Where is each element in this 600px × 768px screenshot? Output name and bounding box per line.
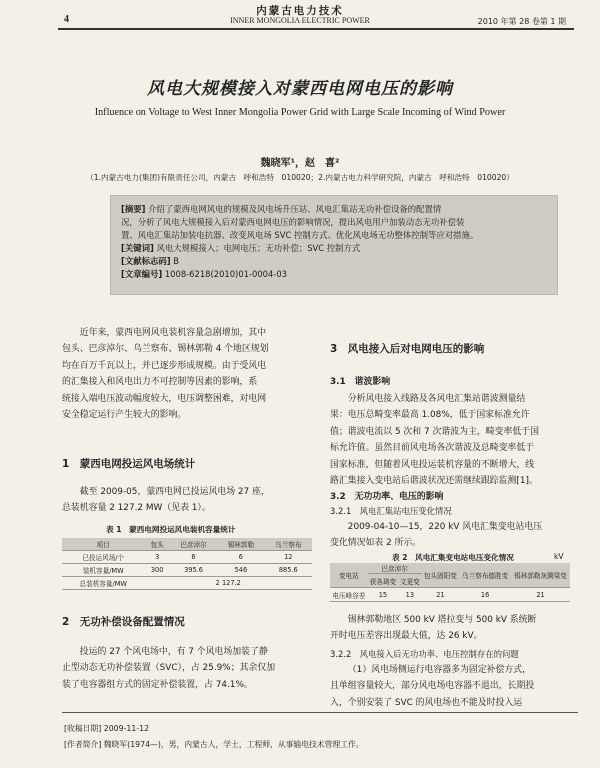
- table-cell: 21: [422, 588, 460, 602]
- table-cell: 装机容量/MW: [62, 564, 144, 577]
- section-3-1-body: [330, 391, 570, 489]
- table-cell: 21: [511, 588, 570, 602]
- table-row: [62, 551, 312, 564]
- section-1-body: [62, 484, 312, 517]
- page-number: 4: [64, 14, 69, 25]
- affiliations: （1.内蒙古电力(集团)有限责任公司，内蒙古 呼和浩特 010020；2.内蒙古电力科学研究院，内蒙古 呼和浩特 010020）: [86, 173, 514, 182]
- section-3-1-line: 标允许值。虽然目前风电场各次谐波及总畸变率低于: [330, 443, 535, 454]
- article-no-line: [121, 268, 547, 281]
- table-cell: 6: [217, 551, 264, 564]
- section-3-1-heading: 3.1 谐波影响: [330, 377, 391, 387]
- table-header-cell: 乌兰察布: [265, 538, 312, 551]
- doc-code-label: [文献标志码]: [121, 256, 171, 266]
- section-3-2-2-body: [330, 662, 570, 711]
- section-3-line: 锡林郭勒地区 500 kV 塔拉变与 500 kV 系统断: [347, 615, 537, 625]
- table-header-cell: 乌兰察布德胜变: [459, 563, 511, 588]
- intro-line: 的汇集接入和风电出力不可控制等因素的影响，系: [62, 377, 258, 388]
- table-header-cell: 获各琦变: [368, 574, 399, 588]
- journal-title-en: INNER MONGOLIA ELECTRIC POWER: [230, 16, 370, 25]
- table-header-cell: 锡林郭勒: [217, 538, 264, 551]
- received-date: [收稿日期] 2009-11-12: [64, 724, 150, 733]
- table-header-cell: 项目: [62, 538, 144, 551]
- table-cell: 总装机容量/MW: [62, 577, 144, 590]
- table-cell: 已投运风场/个: [62, 551, 144, 564]
- section-3-1-line: 值；谐波电流以 5 次和 7 次谐波为主，畸变率低于国: [330, 426, 539, 437]
- table-row: [330, 563, 570, 574]
- doc-code-line: [121, 255, 547, 268]
- section-3-2-1-line: 变化情况如表 2 所示。: [330, 538, 422, 549]
- table-cell: 3: [144, 551, 169, 564]
- section-3-2-2-heading: 3.2.2 风电接入后无功功率、电压控制存在的问题: [330, 649, 519, 659]
- abstract-box: [110, 195, 558, 295]
- section-3-2-1-line: 2009-04-10—15，220 kV 风电汇集变电站电压: [347, 522, 543, 532]
- paper-title-en: Influence on Voltage to West Inner Mongolia Power Grid with Large Scale Incoming of Wind Power: [94, 107, 506, 118]
- table-row: [62, 577, 312, 590]
- table-cell: 2 127.2: [144, 577, 312, 590]
- table-cell: 395.6: [170, 564, 217, 577]
- section-3-2-2-line: 入，个别安装了 SVC 的风电场也不能及时投入运: [330, 697, 523, 708]
- keywords-label: [关键词]: [121, 243, 154, 253]
- table-row: [62, 564, 312, 577]
- table-header-cell: 巴彦淖尔: [368, 563, 422, 574]
- table-1-caption: 表 1 蒙西电网投运风电装机容量统计: [106, 525, 236, 534]
- journal-title-cn: 内蒙古电力技术: [256, 5, 344, 17]
- footnote-rule: [62, 712, 578, 713]
- table-cell: 13: [398, 588, 421, 602]
- section-3-heading: 3 风电接入后对电网电压的影响: [330, 343, 485, 355]
- section-3-line: 开时电压差容出现最大值，达 26 kV。: [330, 631, 483, 642]
- table-row: [62, 538, 312, 551]
- intro-line: 包头、巴彦淖尔、乌兰察布、锡林郭勒 4 个地区规划: [62, 344, 269, 355]
- section-2-line: 装了电容器组方式的固定补偿装置，占 74.1%。: [62, 679, 253, 690]
- table-cell: 16: [459, 588, 511, 602]
- abstract-line-2: 况，分析了风电大规模接入后对蒙西电网电压的影响情况，提出风电用户加装动态无功补偿装: [121, 217, 465, 227]
- section-3-2-1-continued: [330, 612, 570, 645]
- section-1-line: 总装机容量 2 127.2 MW（见表 1）。: [62, 503, 211, 514]
- table-cell: 电压峰谷差: [330, 588, 368, 602]
- section-3-1-line: 分析风电接入线路及各风电汇集站谐波测量结: [347, 394, 526, 404]
- abstract-line-1: [摘要] 介绍了蒙西电网风电的规模及风电场升压站、风电汇集站无功补偿设备的配置情: [121, 204, 442, 214]
- table-cell: 6: [170, 551, 217, 564]
- keywords-line: [121, 242, 547, 255]
- section-3-1-line: 果：电压总畸变率最高 1.08%，低于国家标准允许: [330, 410, 530, 421]
- section-1-line: 截至 2009-05，蒙西电网已投运风电场 27 座，: [79, 487, 270, 497]
- section-3-1-line: 路汇集接入变电站后谐波状况还需继续跟踪监测[1]。: [330, 476, 538, 487]
- table-header-cell: 巴彦淖尔: [170, 538, 217, 551]
- abstract-label: [摘要]: [121, 204, 146, 214]
- article-no: 1008-6218(2010)01-0004-03: [164, 269, 287, 279]
- table-cell: 15: [368, 588, 399, 602]
- table-cell: 885.6: [265, 564, 312, 577]
- table-row: [330, 588, 570, 602]
- issue-info: 2010 年第 28 卷第 1 期: [477, 17, 566, 26]
- table-header-cell: 变电站: [330, 563, 368, 588]
- section-2-line: 投运的 27 个风电场中，有 7 个风电场加装了静: [79, 647, 268, 657]
- table-cell: 300: [144, 564, 169, 577]
- section-3-1-line: 国家标准，但随着风电投运装机容量的不断增大，线: [330, 459, 535, 470]
- table-cell: 546: [217, 564, 264, 577]
- article-no-label: [文章编号]: [121, 269, 163, 279]
- section-2-line: 止型动态无功补偿装置（SVC），占 25.9%；其余仅加: [62, 663, 276, 674]
- intro-line: 统接入端电压波动幅度较大，电压调整困难，对电网: [62, 393, 267, 404]
- table-2: [330, 563, 570, 602]
- section-2-body: [62, 644, 312, 693]
- left-column: [62, 325, 312, 423]
- doc-code: B: [173, 256, 179, 266]
- section-3-2-2-line: 且单组容量较大，部分风电场电容器不退出，长期投: [330, 681, 535, 692]
- intro-line: 近年来，蒙西电网风电装机容量急剧增加，其中: [79, 328, 267, 338]
- author-bio: [作者简介] 魏晓军(1974—)，男，内蒙古人，学士，工程师，从事输电技术管理工作。: [64, 740, 364, 749]
- table-2-unit: kV: [554, 552, 564, 561]
- table-header-cell: 包头: [144, 538, 169, 551]
- authors: 魏晓军¹，赵 喜²: [260, 158, 340, 169]
- section-3-2-2-line: （1）风电场侧运行电容器多为固定补偿方式，: [347, 665, 531, 675]
- table-header-cell: 锡林郭勒灰腾梁变: [511, 563, 570, 588]
- section-3-2-1-body: [330, 519, 570, 552]
- table-2-caption: 表 2 风电汇集变电站电压变化情况: [392, 553, 514, 562]
- table-header-cell: 文更变: [398, 574, 421, 588]
- keywords: 风电大规模接入；电网电压；无功补偿；SVC 控制方式: [156, 243, 361, 253]
- abstract-line-3: 置、风电汇集站加装电抗器、改变风电场 SVC 控制方式、优化风电场无功整体控制等应对措施。: [121, 230, 479, 240]
- section-1-heading: 1 蒙西电网投运风电场统计: [62, 458, 196, 470]
- section-3-2-heading: 3.2 无功功率、电压的影响: [330, 492, 444, 502]
- intro-line: 均在百万千瓦以上，并已逐步形成规模。由于受风电: [62, 360, 267, 371]
- header-rule: [58, 28, 574, 30]
- intro-line: 安全稳定运行产生较大的影响。: [62, 410, 187, 421]
- table-cell: 12: [265, 551, 312, 564]
- paper-title-cn: 风电大规模接入对蒙西电网电压的影响: [147, 79, 453, 99]
- table-1: [62, 538, 312, 590]
- table-header-cell: 包头固阳变: [422, 563, 460, 588]
- section-2-heading: 2 无功补偿设备配置情况: [62, 616, 185, 628]
- section-3-2-1-heading: 3.2.1 风电汇集站电压变化情况: [330, 506, 452, 516]
